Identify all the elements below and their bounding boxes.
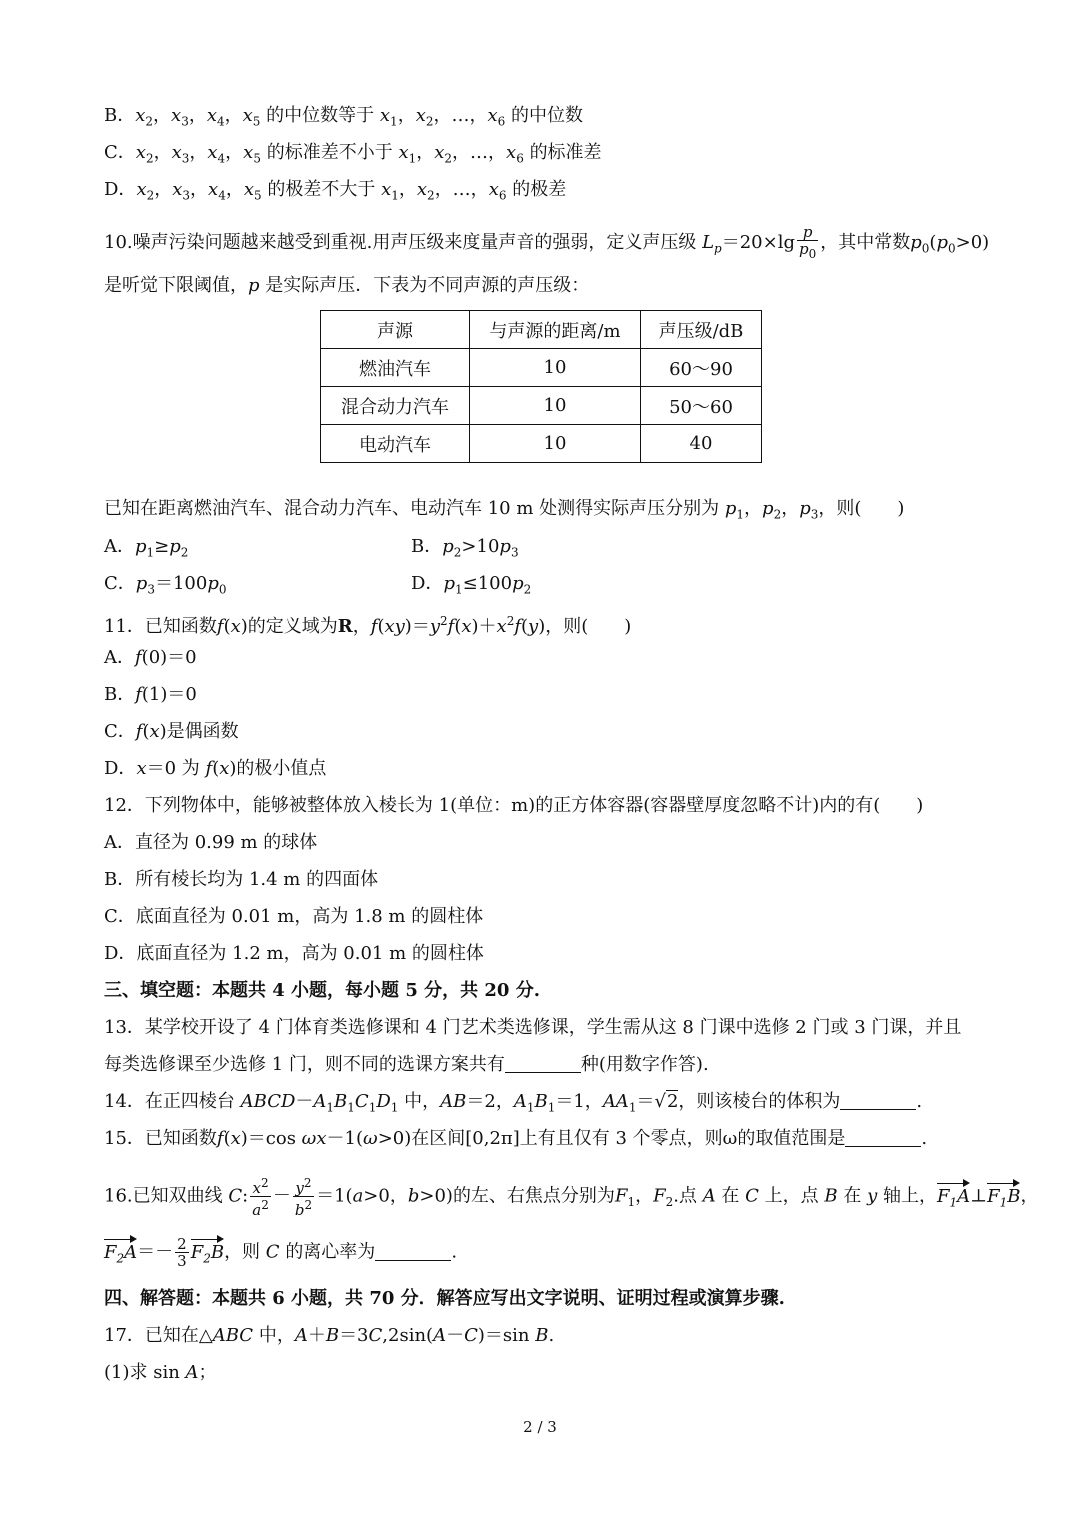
q12-option-d: D．底面直径为 1.2 m，高为 0.01 m 的圆柱体 xyxy=(104,943,484,964)
q10-stem-line1: 10.噪声污染问题越来越受到重视.用声压级来度量声音的强弱，定义声压级 $L_p=20\times\lg$ $\frac{p}{p_0}$ ，其中常数$p_0(p_0>0)$ xyxy=(104,223,990,261)
fraction: $\frac{p}{p_0}$ xyxy=(799,223,817,261)
q17-part1: (1)求 sin A； xyxy=(104,1362,217,1383)
q9-option-b: B．$x_2$，$x_3$，$x_4$，$x_5$ 的中位数等于 $x_1$，$x_2$，…，$x_6$ 的中位数 xyxy=(104,105,584,129)
table-cell: 40 xyxy=(641,425,762,463)
q12-option-a: A．直径为 0.99 m 的球体 xyxy=(104,832,318,853)
q10-question: 已知在距离燃油汽车、混合动力汽车、电动汽车 10 m 处测得实际声压分别为 $p_1$，$p_2$，$p_3$，则( ) xyxy=(104,498,905,522)
page-number: 2 / 3 xyxy=(523,1418,557,1436)
section-fill-in-title: 三、填空题：本题共 4 小题，每小题 5 分，共 20 分. xyxy=(104,980,540,1001)
table-cell: 混合动力汽车 xyxy=(321,387,470,425)
q11-option-c: C．f(x)是偶函数 xyxy=(104,721,239,742)
table-header-row xyxy=(321,311,762,349)
q10-option-d: D．$p_1\le 100p_2$ xyxy=(411,573,532,597)
answer-blank xyxy=(505,1054,581,1073)
q13-line2: 每类选修课至少选修 1 门，则不同的选课方案共有 种(用数字作答). xyxy=(104,1054,709,1075)
q10-option-a: A．$p_1\ge p_2$ xyxy=(104,536,189,560)
table-cell: 50～60 xyxy=(641,387,762,425)
table-cell: 10 xyxy=(470,387,641,425)
table-cell: 燃油汽车 xyxy=(321,349,470,387)
q9-option-c: C．$x_2$，$x_3$，$x_4$，$x_5$ 的标准差不小于 $x_1$，$x_2$，…，$x_6$ 的标准差 xyxy=(104,142,602,166)
table-row xyxy=(321,349,762,387)
q11-option-b: B．f(1)＝0 xyxy=(104,684,197,705)
fraction: $\frac{y^2}{b^2}$ xyxy=(294,1176,313,1219)
answer-blank xyxy=(375,1242,451,1261)
table-cell: 10 xyxy=(470,349,641,387)
q16-line2: $F_2A=-$ $\frac{2}{3}$ $F_2B$，则 C 的离心率为 . xyxy=(104,1235,458,1270)
q11-stem: 11．已知函数f(x)的定义域为R，$f(xy)=y^2f(x)+x^2f(y)$，则( ) xyxy=(104,614,632,637)
q13-line1: 13．某学校开设了 4 门体育类选修课和 4 门艺术类选修课，学生需从这 8 门课中选修 2 门或 3 门课，并且 xyxy=(104,1017,962,1038)
sound-source-table xyxy=(320,310,762,463)
table-header: 与声源的距离/m xyxy=(470,311,641,349)
table-cell: 电动汽车 xyxy=(321,425,470,463)
table-row xyxy=(321,387,762,425)
q12-option-c: C．底面直径为 0.01 m，高为 1.8 m 的圆柱体 xyxy=(104,906,484,927)
answer-blank xyxy=(840,1091,916,1110)
q9-option-d: D．$x_2$，$x_3$，$x_4$，$x_5$ 的极差不大于 $x_1$，$x_2$，…，$x_6$ 的极差 xyxy=(104,179,567,203)
q16-line1: 16.已知双曲线 C: $\frac{x^2}{a^2}$ － $\frac{y^2}{b^2}$ ＝1(a>0，b>0)的左、右焦点分别为$F_1$，$F_2$.点 A 在 C 上，点 B 在 y 轴上，$F_1A\perp F_1B$， xyxy=(104,1176,1039,1219)
q10-option-b: B．$p_2>10p_3$ xyxy=(411,536,519,560)
q12-stem: 12．下列物体中，能够被整体放入棱长为 1(单位：m)的正方体容器(容器壁厚度忽略不计)内的有( ) xyxy=(104,795,924,816)
table-header: 声源 xyxy=(321,311,470,349)
q10-option-c: C．$p_3=100p_0$ xyxy=(104,573,227,597)
q17-stem: 17．已知在△ABC 中，A＋B＝3C,2sin(A－C)＝sin B. xyxy=(104,1325,555,1346)
table-row xyxy=(321,425,762,463)
q11-option-d: D．x＝0 为 f(x)的极小值点 xyxy=(104,758,327,779)
table-header: 声压级/dB xyxy=(641,311,762,349)
q11-option-a: A．f(0)＝0 xyxy=(104,647,197,668)
table-cell: 10 xyxy=(470,425,641,463)
q14: 14．在正四棱台 $ABCD-A_1B_1C_1D_1$ 中，AB＝2，$A_1B_1=1$，$AA_1=√2$，则该棱台的体积为 . xyxy=(104,1091,923,1115)
section-solutions-title: 四、解答题：本题共 6 小题，共 70 分．解答应写出文字说明、证明过程或演算步骤. xyxy=(104,1288,785,1309)
q15: 15．已知函数f(x)＝cos ωx－1(ω>0)在区间[0,2π]上有且仅有 3 个零点，则ω的取值范围是 . xyxy=(104,1128,928,1149)
q10-stem-line2: 是听觉下限阈值，p 是实际声压．下表为不同声源的声压级： xyxy=(104,275,590,296)
answer-blank xyxy=(845,1128,921,1147)
fraction: $\frac{2}{3}$ xyxy=(177,1235,187,1270)
q12-option-b: B．所有棱长均为 1.4 m 的四面体 xyxy=(104,869,379,890)
fraction: $\frac{x^2}{a^2}$ xyxy=(252,1176,269,1219)
table-cell: 60～90 xyxy=(641,349,762,387)
